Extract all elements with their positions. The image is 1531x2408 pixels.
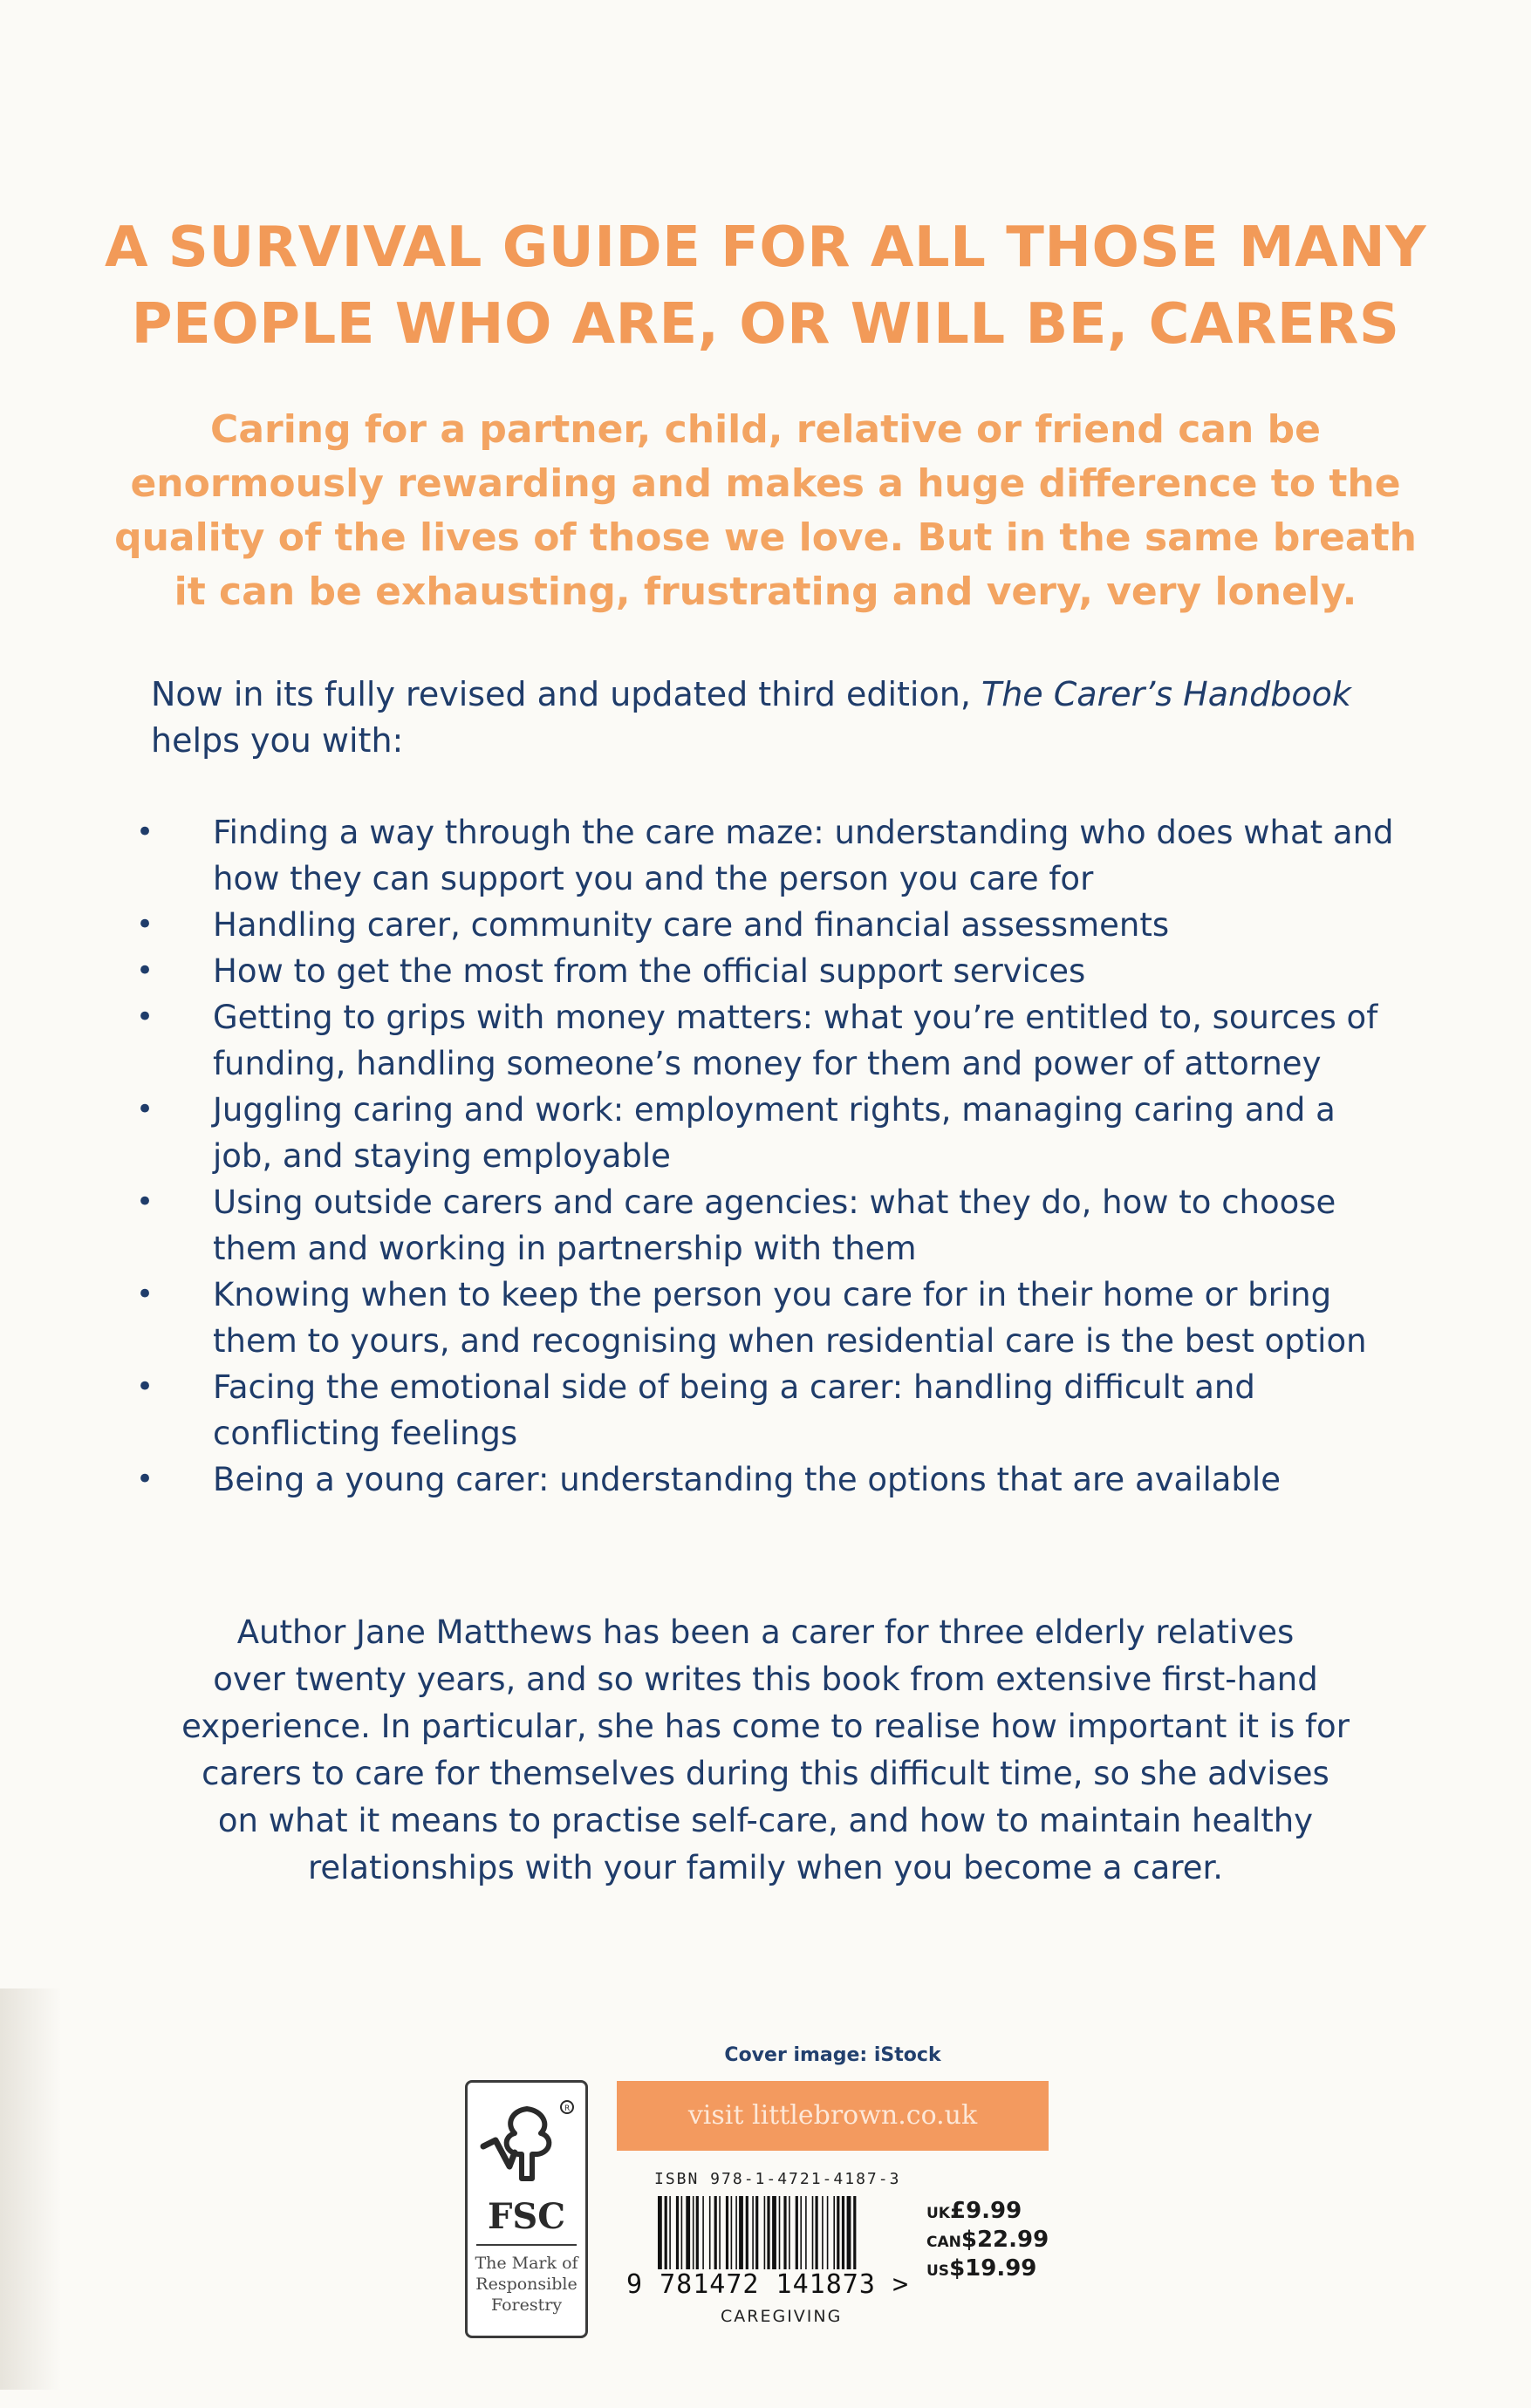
lead-text: Now in its fully revised and updated third edition, xyxy=(151,675,981,713)
bullet-icon: • xyxy=(136,1462,154,1497)
author-bio-line: relationships with your family when you become a carer. xyxy=(307,1849,1224,1886)
fsc-divider xyxy=(476,2244,577,2246)
list-item xyxy=(129,1087,1403,1179)
price-list xyxy=(926,2198,1049,2284)
list-item xyxy=(129,1456,1403,1503)
fsc-tree-checkmark-icon xyxy=(476,2098,577,2194)
barcode-number: 9 781472 141873 > xyxy=(626,2269,910,2300)
author-bio-line: on what it means to practise self-care, and how to maintain healthy xyxy=(217,1802,1314,1839)
author-bio-line: Author Jane Matthews has been a carer for three elderly relatives xyxy=(236,1613,1295,1651)
bullet-icon: • xyxy=(136,815,154,849)
bullet-icon: • xyxy=(136,1092,154,1127)
price-label: UK xyxy=(926,2205,950,2222)
fsc-tagline-line: Responsible xyxy=(475,2275,578,2294)
price-label: US xyxy=(926,2262,950,2280)
author-bio-line: over twenty years, and so writes this book from extensive first-hand xyxy=(213,1661,1318,1698)
bullet-icon: • xyxy=(136,907,154,942)
feature-list xyxy=(129,809,1403,1503)
list-item xyxy=(129,948,1403,994)
price-value: $22.99 xyxy=(960,2227,1049,2253)
bullet-icon: • xyxy=(136,953,154,988)
fsc-badge xyxy=(465,2080,588,2338)
cover-wear-mark xyxy=(0,1988,61,2390)
intro-line: it can be exhausting, frustrating and very, very lonely. xyxy=(174,570,1357,614)
list-item-text: Using outside carers and care agencies: what they do, how to choose them and working in partnership with them xyxy=(213,1184,1336,1267)
lead-paragraph xyxy=(151,672,1390,764)
list-item xyxy=(129,809,1403,902)
price-label: CAN xyxy=(926,2234,961,2251)
list-item-text: Handling carer, community care and financial assessments xyxy=(213,906,1170,944)
intro-line: quality of the lives of those we love. But in the same breath xyxy=(114,515,1417,560)
author-bio-line: carers to care for themselves during this difficult time, so she advises xyxy=(202,1755,1329,1792)
category-label: CAREGIVING xyxy=(721,2307,843,2326)
headline-line: A SURVIVAL GUIDE FOR ALL THOSE MANY xyxy=(104,215,1427,280)
list-item-text: Finding a way through the care maze: understanding who does what and how they can support you and the person you care for xyxy=(213,814,1394,897)
intro-line: enormously rewarding and makes a huge difference to the xyxy=(130,461,1401,506)
price-row xyxy=(926,2227,1049,2255)
lead-text: helps you with: xyxy=(151,721,404,760)
publisher-website-banner: visit littlebrown.co.uk xyxy=(617,2081,1049,2151)
list-item-text: Being a young carer: understanding the options that are available xyxy=(213,1461,1281,1498)
fsc-tagline xyxy=(471,2253,582,2316)
book-title: The Carer’s Handbook xyxy=(981,675,1351,713)
fsc-word: FSC xyxy=(487,2196,566,2237)
bullet-icon: • xyxy=(136,1184,154,1219)
list-item xyxy=(129,1272,1403,1364)
list-item-text: Getting to grips with money matters: what you’re entitled to, sources of funding, handling someone’s money for them and power of attorney xyxy=(213,999,1378,1082)
svg-text:R: R xyxy=(564,2104,571,2113)
list-item xyxy=(129,994,1403,1087)
list-item-text: Facing the emotional side of being a carer: handling difficult and conflicting feelings xyxy=(213,1368,1255,1452)
fsc-tagline-line: The Mark of xyxy=(475,2254,578,2273)
list-item xyxy=(129,1364,1403,1456)
headline xyxy=(87,209,1444,363)
price-value: £9.99 xyxy=(949,2198,1022,2224)
list-item-text: How to get the most from the official support services xyxy=(213,952,1086,990)
list-item xyxy=(129,902,1403,948)
intro-paragraph xyxy=(87,403,1444,619)
fsc-tagline-line: Forestry xyxy=(490,2295,563,2315)
list-item xyxy=(129,1179,1403,1272)
author-bio xyxy=(131,1609,1400,1892)
bullet-icon: • xyxy=(136,1369,154,1404)
list-item-text: Knowing when to keep the person you care for in their home or bring them to yours, and recognising when residential care is the best option xyxy=(213,1276,1367,1360)
intro-line: Caring for a partner, child, relative or friend can be xyxy=(210,407,1321,452)
headline-line: PEOPLE WHO ARE, OR WILL BE, CARERS xyxy=(131,292,1400,357)
price-row xyxy=(926,2255,1049,2284)
price-row xyxy=(926,2198,1049,2227)
list-item-text: Juggling caring and work: employment rights, managing caring and a job, and staying employable xyxy=(213,1091,1336,1175)
cover-image-credit: Cover image: iStock xyxy=(724,2044,941,2066)
price-value: $19.99 xyxy=(949,2255,1037,2282)
isbn-text: ISBN 978-1-4721-4187-3 xyxy=(654,2170,901,2188)
author-bio-line: experience. In particular, she has come to realise how important it is for xyxy=(181,1708,1350,1745)
bullet-icon: • xyxy=(136,999,154,1034)
bullet-icon: • xyxy=(136,1277,154,1312)
